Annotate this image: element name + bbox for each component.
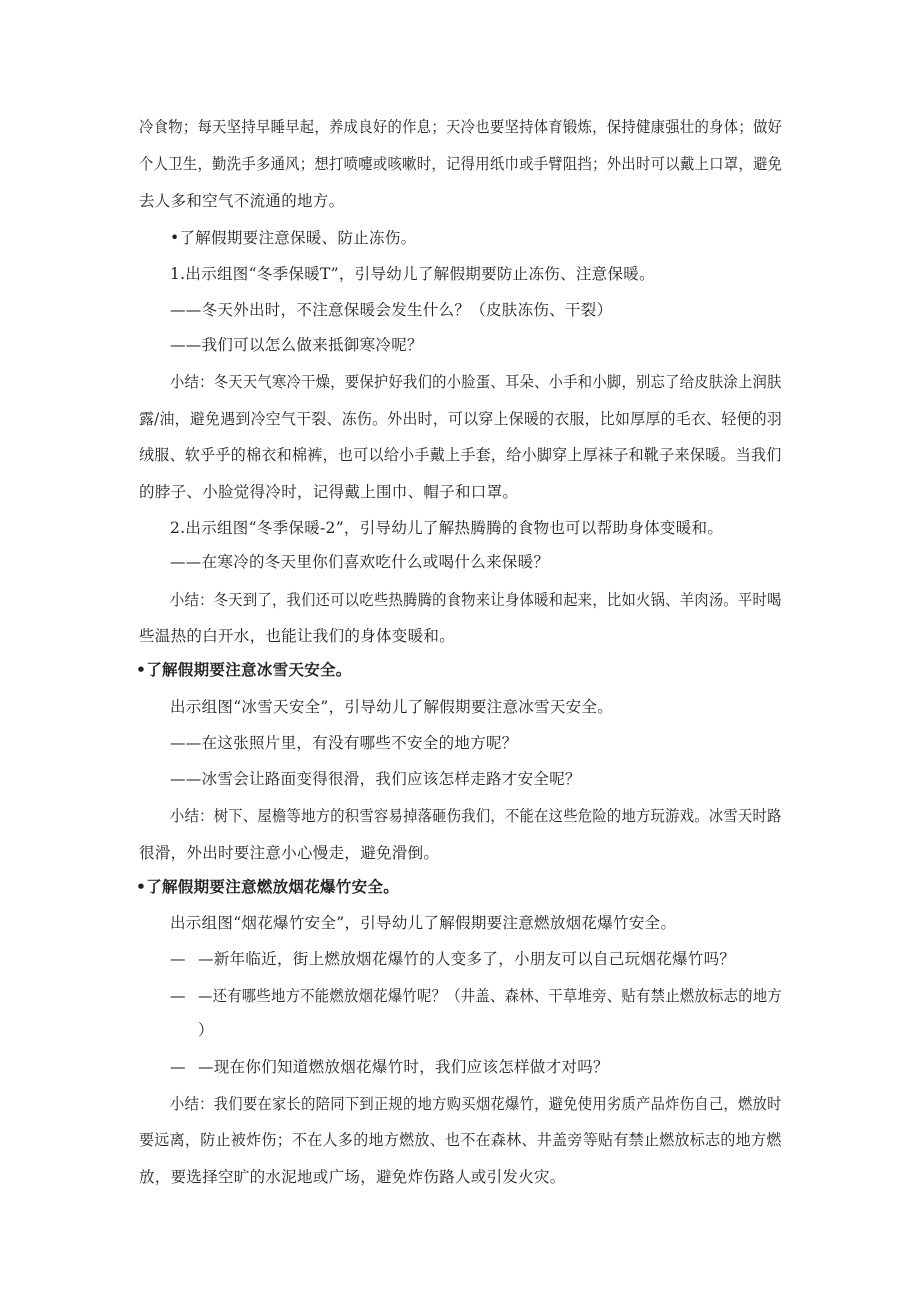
question-line: —现在你们知道燃放烟花爆竹时，我们应该怎样做才对吗？	[198, 1058, 609, 1076]
section-heading: •了解假期要注意冰雪天安全。	[136, 661, 352, 679]
step-line: 出示组图“冰雪天安全”，引导幼儿了解假期要注意冰雪天安全。	[170, 698, 614, 716]
summary-line: 露/油，避免遇到冷空气干裂、冻伤。外出时，可以穿上保暖的衣服，比如厚厚的毛衣、轻便的羽	[139, 410, 783, 428]
summary-line: 小结：我们要在家长的陪同下到正规的地方购买烟花爆竹，避免使用劣质产品炸伤自己，燃放时	[170, 1095, 782, 1113]
question-line: ——在寒冷的冬天里你们喜欢吃什么或喝什么来保暖？	[170, 553, 550, 571]
section-heading: •了解假期要注意燃放烟花爆竹安全。	[136, 878, 400, 896]
question-dash: —	[170, 1058, 186, 1076]
paragraph-line: 冷食物；每天坚持早睡早起，养成良好的作息；天冷也要坚持体育锻炼，保持健康强壮的身体；做好	[139, 118, 783, 136]
section-heading: •了解假期要注意保暖、防止冻伤。	[170, 229, 417, 247]
question-line: ——冰雪会让路面变得很滑，我们应该怎样走路才安全呢？	[170, 770, 581, 788]
question-dash: —	[170, 987, 186, 1005]
paragraph-line: 个人卫生，勤洗手多通风；想打喷嚏或咳嗽时，记得用纸巾或手臂阻挡；外出时可以戴上口罩，避免	[139, 155, 783, 173]
summary-line: 些温热的白开水，也能让我们的身体变暖和。	[139, 627, 456, 645]
question-dash: —	[170, 950, 186, 968]
step-line: 2.出示组图“冬季保暖-2”，引导幼儿了解热腾腾的食物也可以帮助身体变暖和。	[170, 519, 724, 537]
step-line: 出示组图“烟花爆竹安全”，引导幼儿了解假期要注意燃放烟花爆竹安全。	[170, 914, 677, 932]
summary-line: 小结：冬天到了，我们还可以吃些热腾腾的食物来让身体暖和起来，比如火锅、羊肉汤。平时喝	[170, 591, 782, 609]
summary-line: 绒服、软乎乎的棉衣和棉裤，也可以给小手戴上手套，给小脚穿上厚袜子和靴子来保暖。当我们	[139, 446, 782, 464]
question-line: ——在这张照片里，有没有哪些不安全的地方呢？	[170, 734, 518, 752]
summary-line: 的脖子、小脸觉得冷时，记得戴上围巾、帽子和口罩。	[139, 483, 519, 501]
summary-line: 很滑，外出时要注意小心慢走，避免滑倒。	[139, 844, 440, 862]
summary-line: 放，要选择空旷的水泥地或广场，避免炸伤路人或引发火灾。	[139, 1168, 566, 1186]
summary-line: 小结：树下、屋檐等地方的积雪容易掉落砸伤我们，不能在这些危险的地方玩游戏。冰雪天时路	[170, 807, 782, 825]
summary-line: 小结：冬天天气寒冷干燥，要保护好我们的小脸蛋、耳朵、小手和小脚，别忘了给皮肤涂上润肤	[170, 373, 782, 391]
question-line: ）	[198, 1021, 214, 1039]
summary-line: 要远离，防止被炸伤；不在人多的地方燃放、也不在森林、井盖旁等贴有禁止燃放标志的地方燃	[139, 1131, 782, 1149]
step-line: 1.出示组图“冬季保暖T”，引导幼儿了解假期要防止冻伤、注意保暖。	[170, 265, 655, 283]
question-line: ——我们可以怎么做来抵御寒冷呢？	[170, 336, 423, 354]
question-line: ——冬天外出时，不注意保暖会发生什么？（皮肤冻伤、干裂）	[170, 301, 613, 319]
question-line: —还有哪些地方不能燃放烟花爆竹呢？（井盖、森林、干草堆旁、贴有禁止燃放标志的地方	[198, 987, 783, 1005]
paragraph-line: 去人多和空气不流通的地方。	[139, 192, 345, 210]
question-line: —新年临近，街上燃放烟花爆竹的人变多了，小朋友可以自己玩烟花爆竹吗？	[198, 950, 736, 968]
